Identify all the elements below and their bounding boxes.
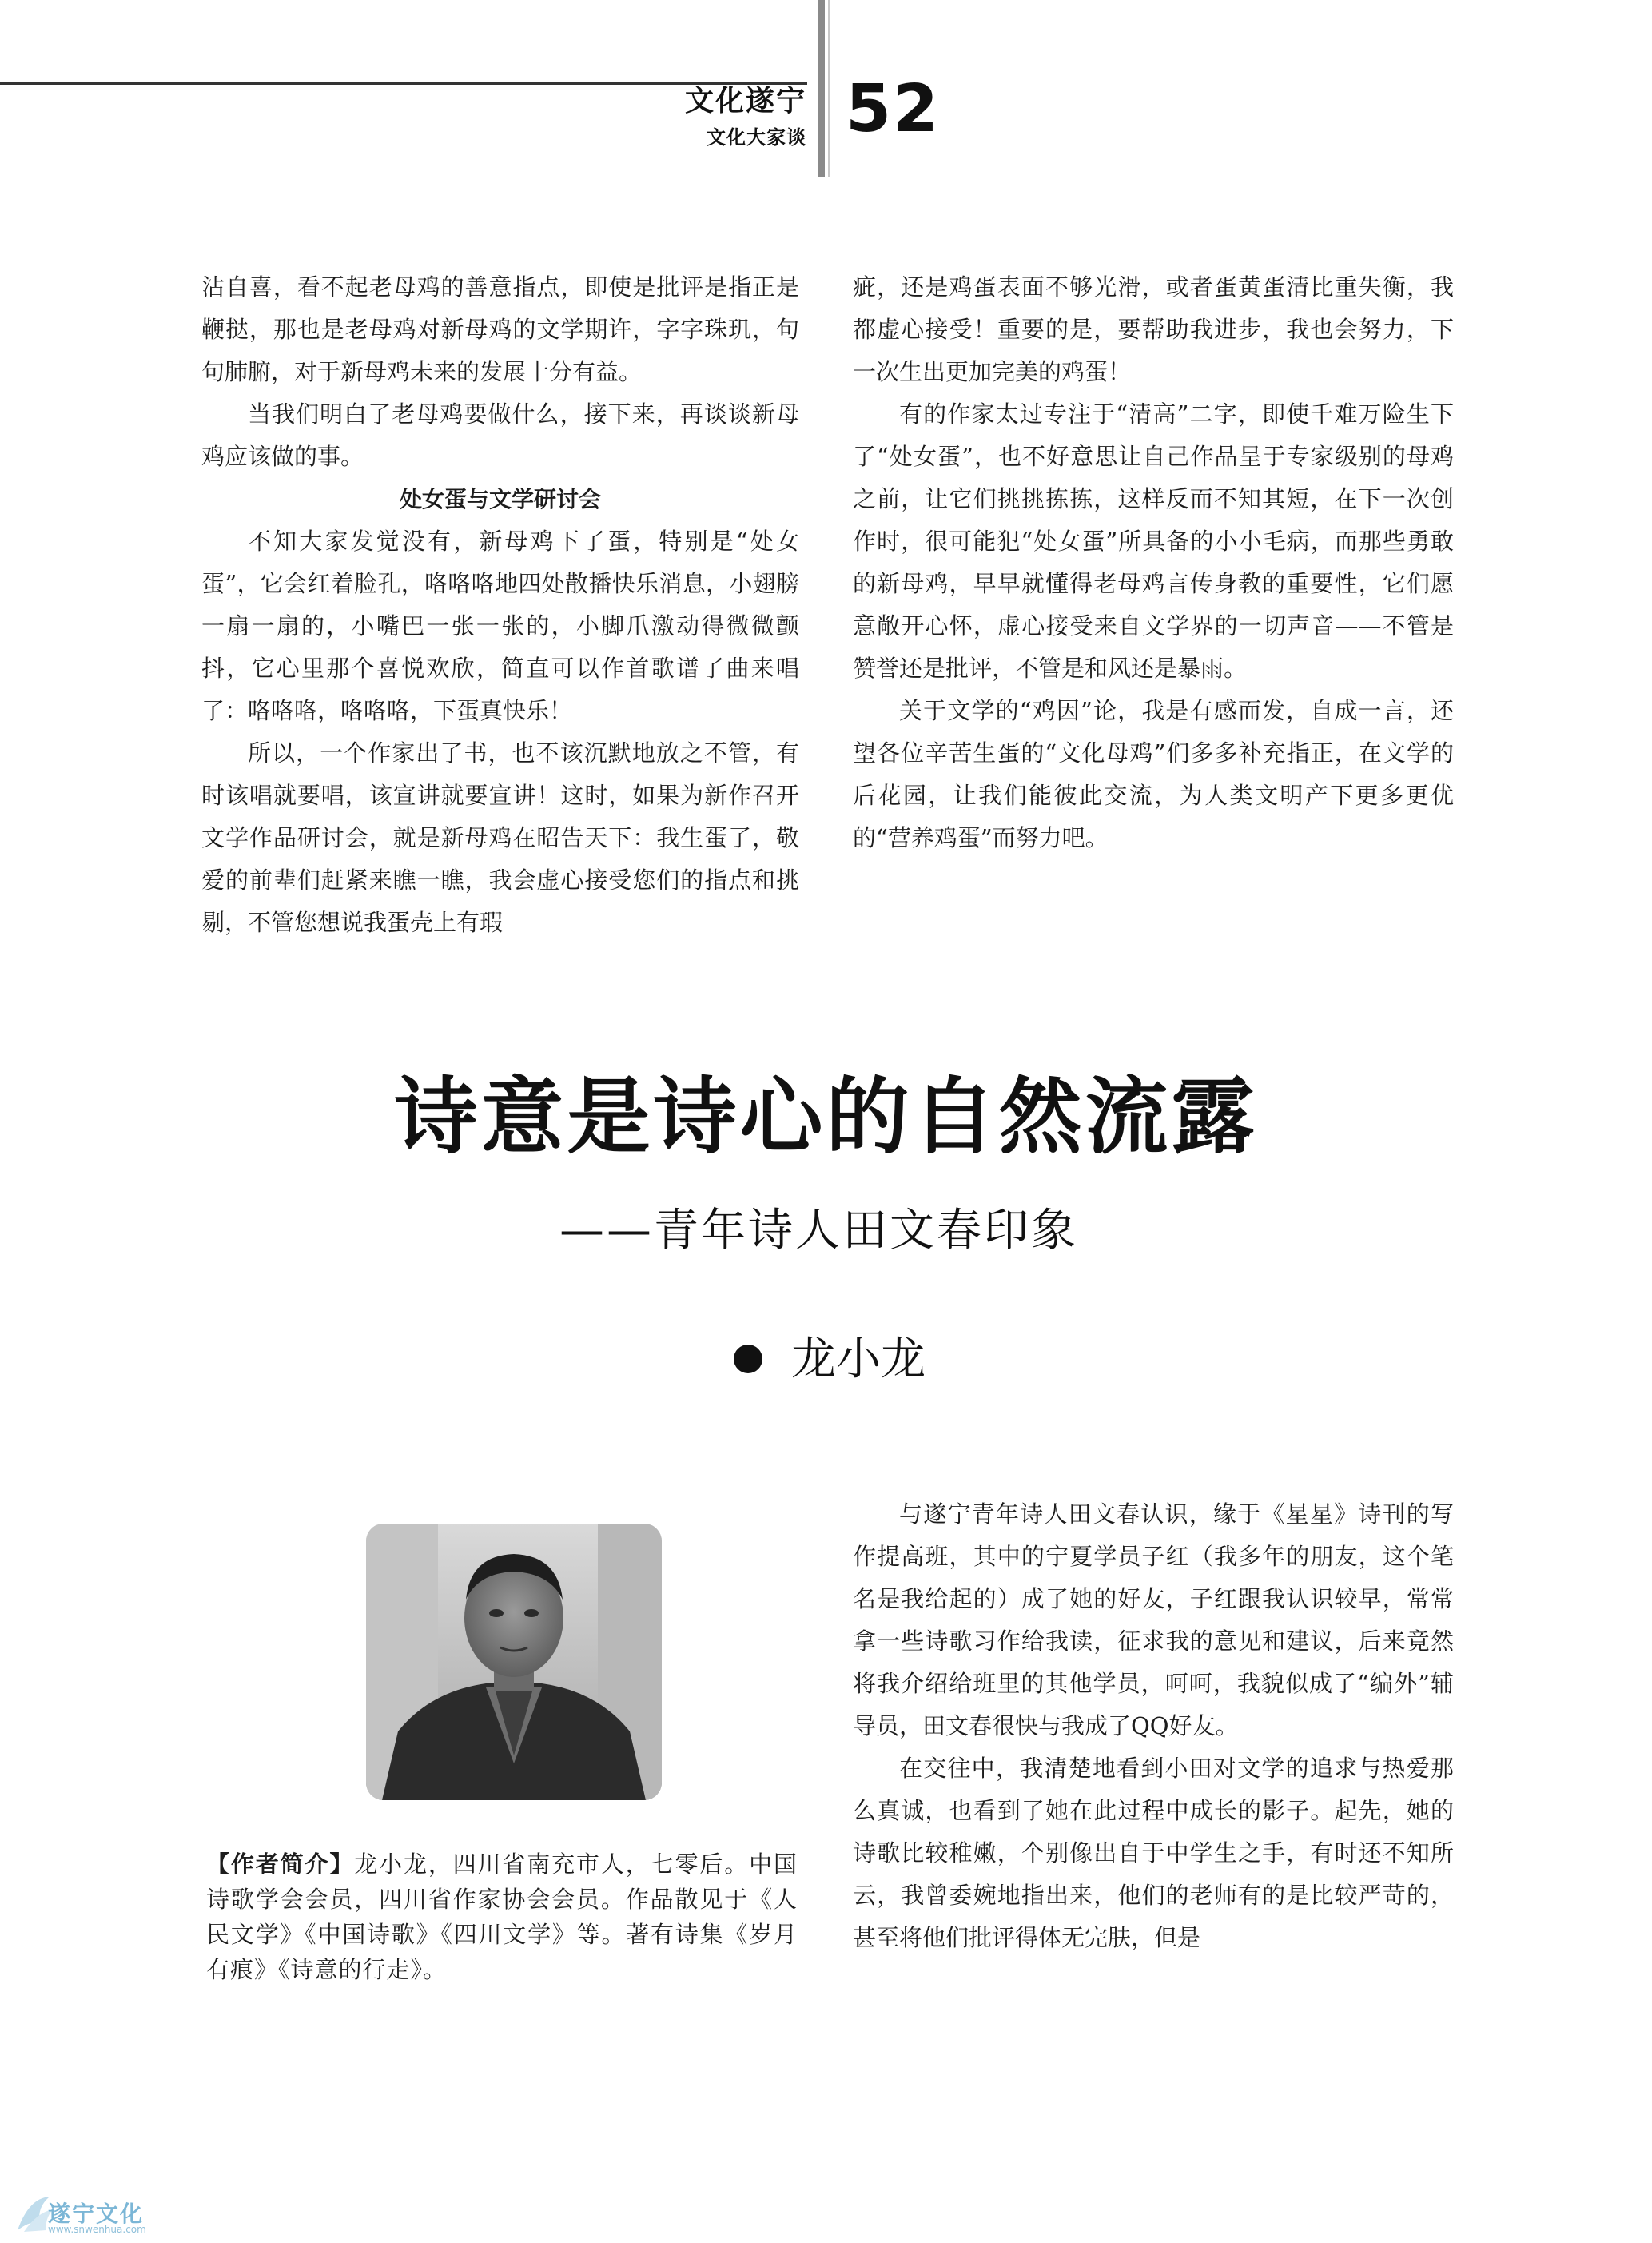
paragraph: 关于文学的“鸡因”论，我是有感而发，自成一言，还望各位辛苦生蛋的“文化母鸡”们多多补充指正，在文学的后花园，让我们能彼此交流，为人类文明产下更多更优的“营养鸡蛋”而努力吧。 xyxy=(853,697,1454,851)
watermark-text: 遂宁文化 xyxy=(48,2201,145,2227)
watermark-url: www.snwenhua.com xyxy=(48,2224,146,2235)
bio-label: 【作者简介】 xyxy=(206,1851,355,1878)
header-divider-bar-light xyxy=(828,0,830,177)
column-title: 文化遂宁 xyxy=(684,85,806,118)
header-divider-bar xyxy=(818,0,825,177)
section-heading: 处女蛋与文学研讨会 xyxy=(399,486,601,512)
paragraph: 有的作家太过专注于“清高”二字，即使千难万险生下了“处女蛋”，也不好意思让自己作品呈于专家级别的母鸡之前，让它们挑挑拣拣，这样反而不知其短，在下一次创作时，很可能犯“处女蛋”所具备的小小毛病，而那些勇敢的新母鸡，早早就懂得老母鸡言传身教的重要性，它们愿意敞开心怀，虚心接受来自文学界的一切声音——不管是赞誉还是批评，不管是和风还是暴雨。 xyxy=(853,400,1454,682)
paragraph: 沾自喜，看不起老母鸡的善意指点，即使是批评是指正是鞭挞，那也是老母鸡对新母鸡的文学期许，字字珠玑，句句肺腑，对于新母鸡未来的发展十分有益。 xyxy=(201,273,799,385)
column-subtitle: 文化大家谈 xyxy=(707,126,806,149)
article-title: 诗意是诗心的自然流露 xyxy=(394,1068,1258,1165)
author-photo xyxy=(366,1524,662,1800)
paragraph: 不知大家发觉没有，新母鸡下了蛋，特别是“处女蛋”，它会红着脸孔，咯咯咯地四处散播快乐消息，小翅膀一扇一扇的，小嘴巴一张一张的，小脚爪激动得微微颤抖，它心里那个喜悦欢欣，简直可以作首歌谱了曲来唱了：咯咯咯，咯咯咯，下蛋真快乐！ xyxy=(201,528,799,724)
author-bio xyxy=(206,1847,798,1987)
article-body-column xyxy=(853,1493,1454,1959)
text-column-left-top xyxy=(201,266,799,944)
article-author: 龙小龙 xyxy=(791,1333,926,1385)
page-number: 52 xyxy=(846,71,941,147)
paragraph: 疵，还是鸡蛋表面不够光滑，或者蛋黄蛋清比重失衡，我都虚心接受！重要的是，要帮助我进步，我也会努力，下一次生出更加完美的鸡蛋！ xyxy=(853,273,1454,385)
paragraph: 在交往中，我清楚地看到小田对文学的追求与热爱那么真诚，也看到了她在此过程中成长的影子。起先，她的诗歌比较稚嫩，个别像出自于中学生之手，有时还不知所云，我曾委婉地指出来，他们的老师有的是比较严苛的，甚至将他们批评得体无完肤，但是 xyxy=(853,1755,1454,1951)
article-subtitle: ——青年诗人田文春印象 xyxy=(559,1205,1078,1257)
paragraph: 当我们明白了老母鸡要做什么，接下来，再谈谈新母鸡应该做的事。 xyxy=(201,400,799,470)
paragraph: 与遂宁青年诗人田文春认识，缘于《星星》诗刊的写作提高班，其中的宁夏学员子红（我多年的朋友，这个笔名是我给起的）成了她的好友，子红跟我认识较早，常常拿一些诗歌习作给我读，征求我的意见和建议，后来竟然将我介绍给班里的其他学员，呵呵，我貌似成了“编外”辅导员，田文春很快与我成了QQ好友。 xyxy=(853,1500,1454,1739)
bullet-dot-icon xyxy=(734,1345,762,1373)
paragraph: 所以，一个作家出了书，也不该沉默地放之不管，有时该唱就要唱，该宣讲就要宣讲！这时，如果为新作召开文学作品研讨会，就是新母鸡在昭告天下：我生蛋了，敬爱的前辈们赶紧来瞧一瞧，我会虚心接受您们的指点和挑剔，不管您想说我蛋壳上有瑕 xyxy=(201,739,799,936)
bio-text: 龙小龙，四川省南充市人，七零后。中国诗歌学会会员，四川省作家协会会员。作品散见于《人民文学》《中国诗歌》《四川文学》等。著有诗集《岁月有痕》《诗意的行走》。 xyxy=(206,1851,798,1983)
portrait-image xyxy=(366,1524,662,1800)
text-column-right-top xyxy=(853,266,1454,859)
